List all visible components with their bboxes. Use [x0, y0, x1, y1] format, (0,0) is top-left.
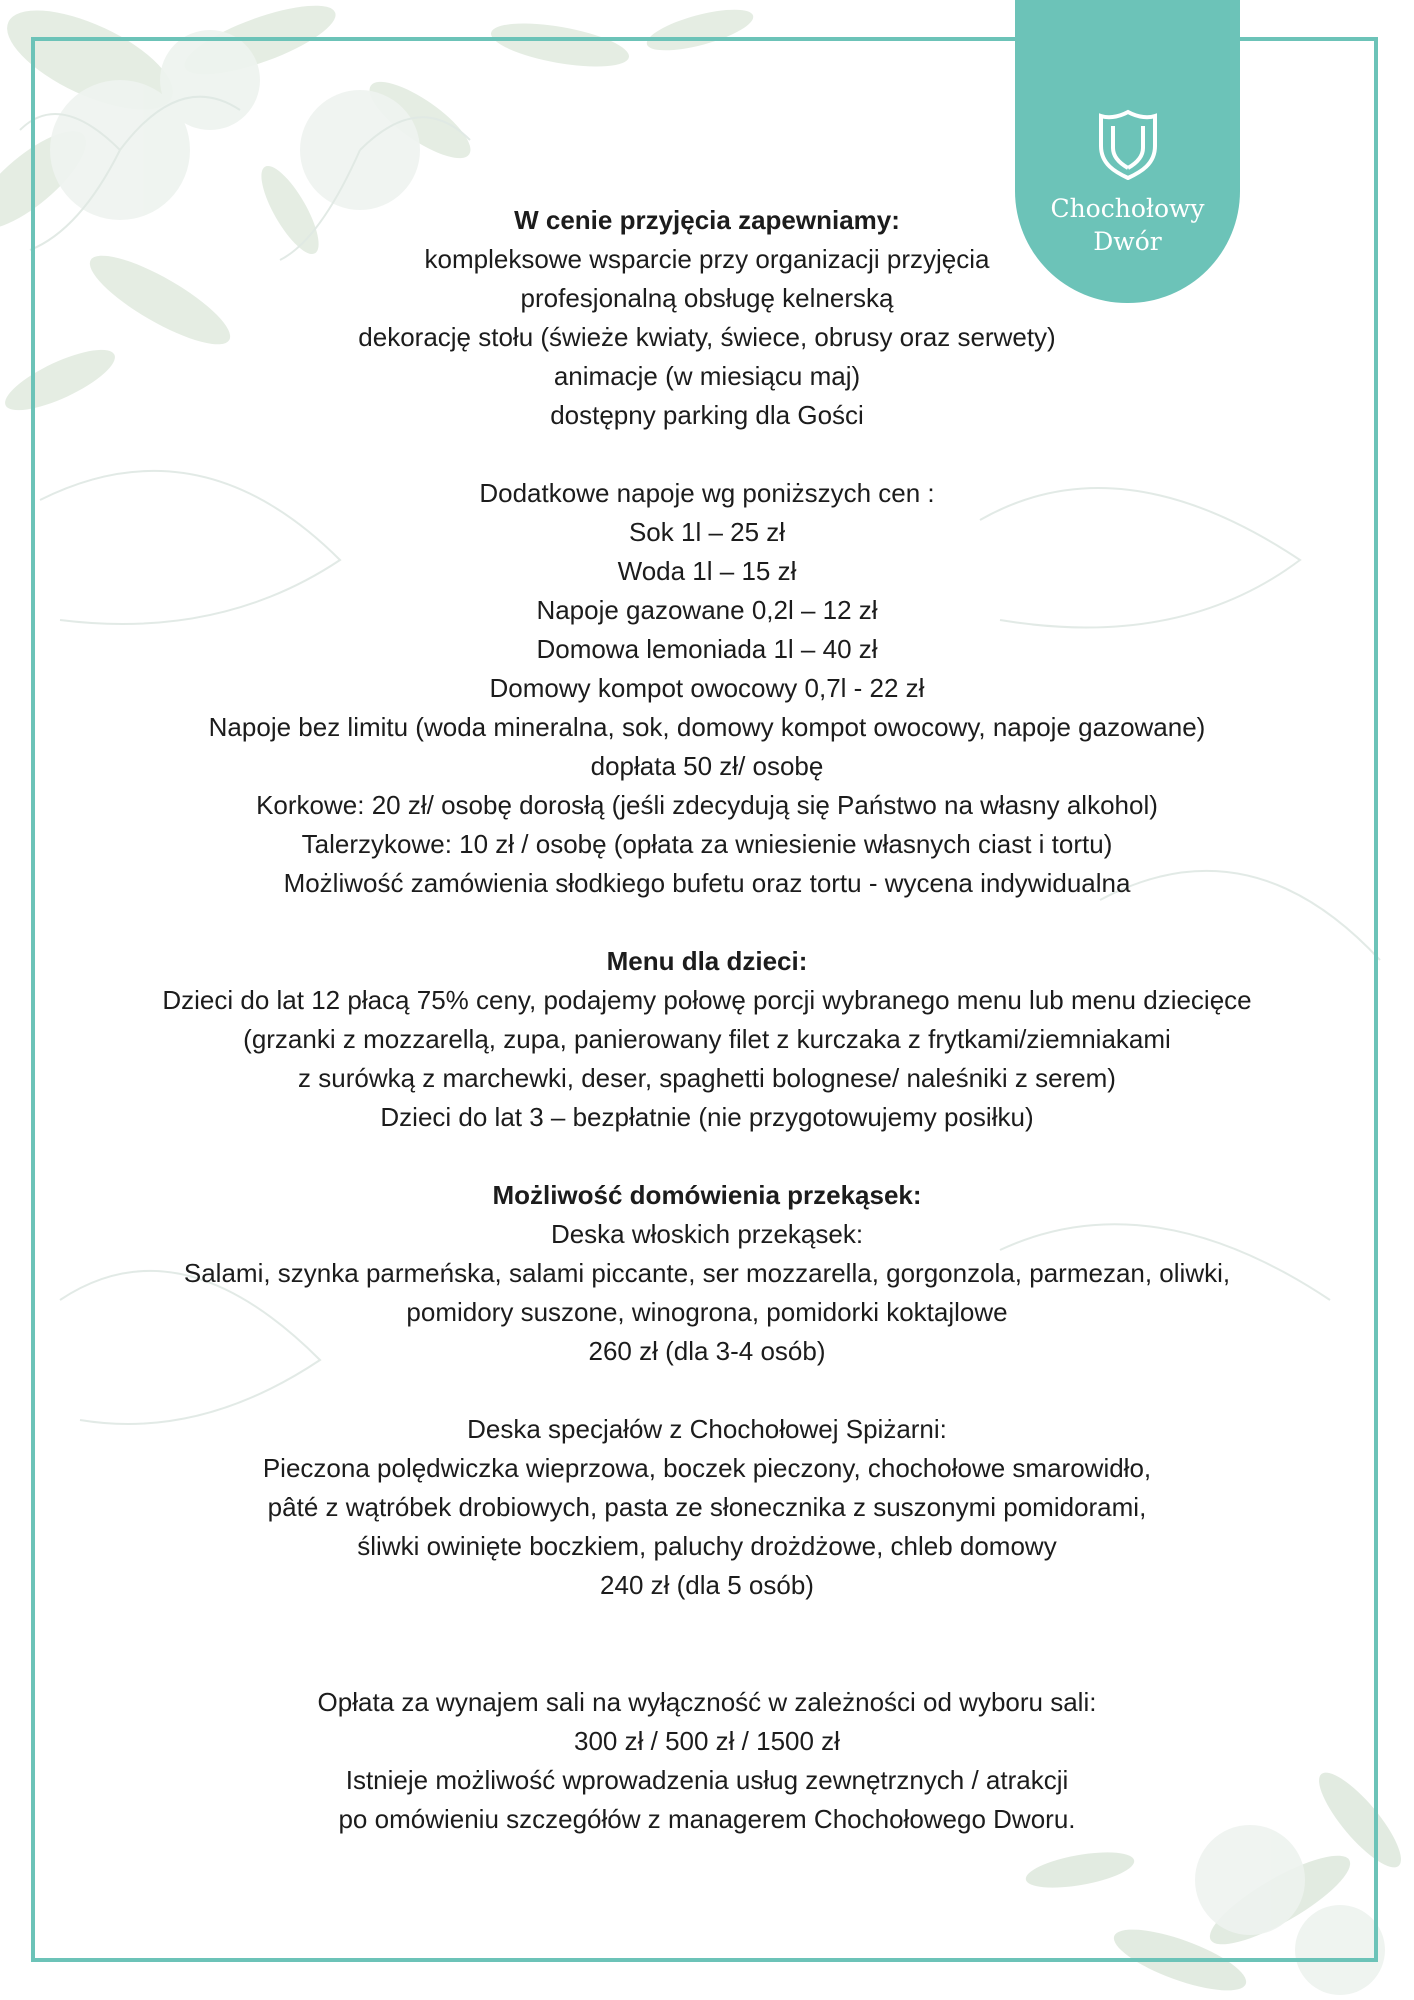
included-item: profesjonalną obsługę kelnerską [520, 283, 894, 313]
rental-note: po omówieniu szczegółów z managerem Chochołowego Dworu. [338, 1804, 1076, 1834]
italian-board-price: 260 zł (dla 3-4 osób) [588, 1336, 826, 1366]
pantry-board-title: Deska specjałów z Chochołowej Spiżarni: [467, 1414, 947, 1444]
drink-item: Możliwość zamówienia słodkiego bufetu oraz tortu - wycena indywidualna [283, 868, 1131, 898]
kids-menu-heading: Menu dla dzieci: [606, 946, 808, 976]
drinks-intro: Dodatkowe napoje wg poniższych cen : [479, 478, 935, 508]
brand-line-1: Chochołowy [1050, 194, 1205, 223]
included-item: kompleksowe wsparcie przy organizacji przyjęcia [424, 244, 990, 274]
drink-item: dopłata 50 zł/ osobę [590, 751, 824, 781]
rental-prices: 300 zł / 500 zł / 1500 zł [574, 1726, 840, 1756]
pantry-board-price: 240 zł (dla 5 osób) [600, 1570, 814, 1600]
drink-item: Woda 1l – 15 zł [617, 556, 797, 586]
pantry-board-line: śliwki owinięte boczkiem, paluchy drożdżowe, chleb domowy [357, 1531, 1057, 1561]
kids-menu-line: Dzieci do lat 3 – bezpłatnie (nie przygotowujemy posiłku) [380, 1102, 1034, 1132]
pantry-board-line: pâté z wątróbek drobiowych, pasta ze słonecznika z suszonymi pomidorami, [267, 1492, 1147, 1522]
italian-board-title: Deska włoskich przekąsek: [550, 1219, 864, 1249]
included-item: dekorację stołu (świeże kwiaty, świece, obrusy oraz serwety) [358, 322, 1056, 352]
drink-item: Talerzykowe: 10 zł / osobę (opłata za wniesienie własnych ciast i tortu) [301, 829, 1113, 859]
offer-content [60, 201, 1354, 1839]
italian-board-line: Salami, szynka parmeńska, salami piccante, ser mozzarella, gorgonzola, parmezan, oliwki, [183, 1258, 1231, 1288]
drink-item: Napoje bez limitu (woda mineralna, sok, domowy kompot owocowy, napoje gazowane) [208, 712, 1206, 742]
shield-logo-icon [1095, 108, 1161, 180]
included-heading: W cenie przyjęcia zapewniamy: [514, 205, 900, 235]
included-item: dostępny parking dla Gości [550, 400, 864, 430]
drink-item: Korkowe: 20 zł/ osobę dorosłą (jeśli zdecydują się Państwo na własny alkohol) [256, 790, 1158, 820]
included-item: animacje (w miesiącu maj) [553, 361, 861, 391]
drink-item: Domowy kompot owocowy 0,7l - 22 zł [489, 673, 925, 703]
pantry-board-line: Pieczona polędwiczka wieprzowa, boczek pieczony, chochołowe smarowidło, [262, 1453, 1152, 1483]
drink-item: Sok 1l – 25 zł [628, 517, 786, 547]
kids-menu-line: (grzanki z mozzarellą, zupa, panierowany filet z kurczaka z frytkami/ziemniakami [243, 1024, 1171, 1054]
drink-item: Domowa lemoniada 1l – 40 zł [536, 634, 878, 664]
rental-info: Opłata za wynajem sali na wyłączność w zależności od wyboru sali: [317, 1687, 1097, 1717]
drink-item: Napoje gazowane 0,2l – 12 zł [536, 595, 878, 625]
snacks-heading: Możliwość domówienia przekąsek: [492, 1180, 922, 1210]
italian-board-line: pomidory suszone, winogrona, pomidorki koktajlowe [406, 1297, 1008, 1327]
kids-menu-line: z surówką z marchewki, deser, spaghetti bolognese/ naleśniki z serem) [298, 1063, 1116, 1093]
rental-note: Istnieje możliwość wprowadzenia usług zewnętrznych / atrakcji [345, 1765, 1069, 1795]
kids-menu-line: Dzieci do lat 12 płacą 75% ceny, podajemy połowę porcji wybranego menu lub menu dziecięce [162, 985, 1252, 1015]
brand-line-2: Dwór [1093, 227, 1162, 256]
